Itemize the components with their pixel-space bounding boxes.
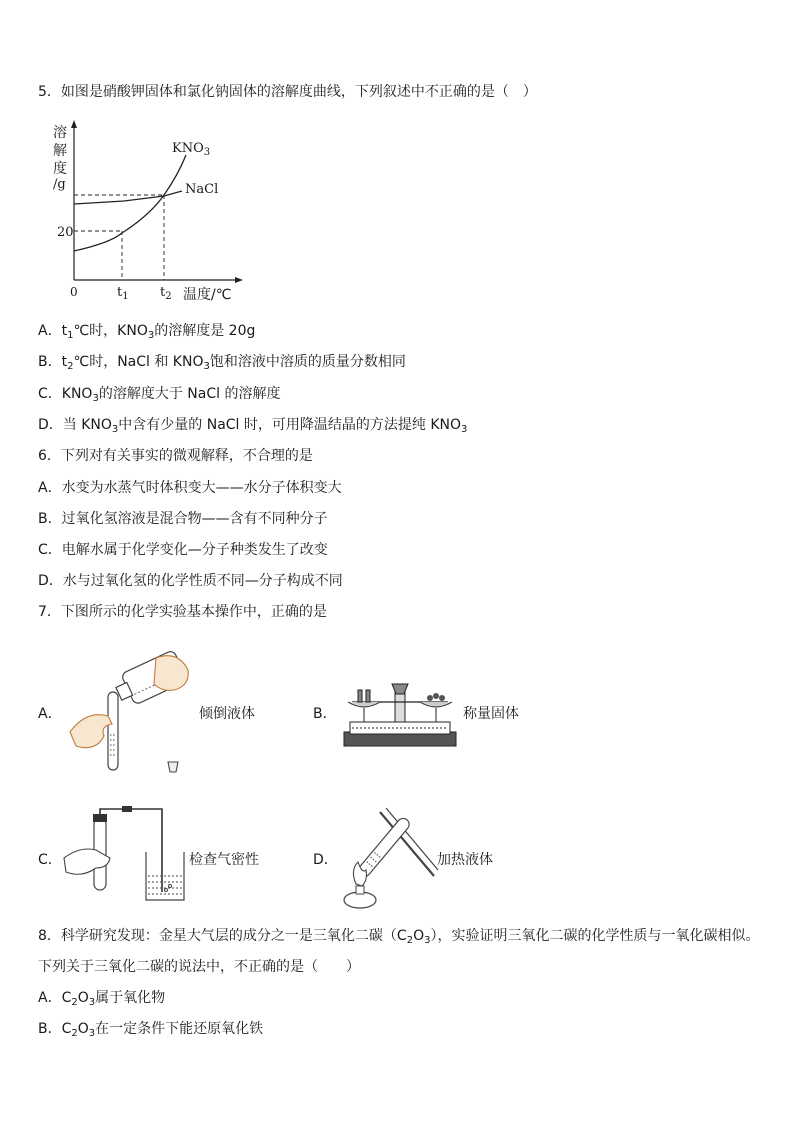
- graph-t1-label: $t_1$: [117, 285, 129, 302]
- q7-caption-c: 检查气密性: [189, 852, 259, 868]
- q8-stem-line2: 下列关于三氧化二碳的说法中，不正确的是（ ）: [38, 959, 360, 975]
- graph-t2-label: $t_2$: [160, 285, 172, 302]
- graph-ylabel-1: 溶: [53, 125, 67, 141]
- graph-ylabel-4: /g: [53, 177, 66, 192]
- q6-option-b: B．过氧化氢溶液是混合物——含有不同种分子: [38, 511, 328, 527]
- graph-y-tick-20: 20: [57, 225, 74, 240]
- q6-option-a: A．水变为水蒸气时体积变大——水分子体积变大: [38, 480, 342, 496]
- graph-xlabel: 温度/℃: [183, 287, 232, 303]
- graph-origin: 0: [70, 285, 78, 299]
- q5-option-c: C．$KNO_3$的溶解度大于 NaCl 的溶解度: [38, 386, 281, 404]
- q8-option-a: A．$C_2O_3$属于氧化物: [38, 990, 166, 1008]
- graph-kno3-label: $KNO_3$: [172, 141, 211, 158]
- airtightness-illustration: [62, 806, 192, 906]
- graph-ylabel-3: 度: [53, 161, 67, 177]
- q8-stem-line1: 8．科学研究发现：金星大气层的成分之一是三氧化二碳$(C_2O_3)$，实验证明三氧化二碳的化学性质与一氧化碳相似。: [38, 928, 760, 946]
- q7-letter-c: C．: [38, 852, 62, 868]
- balance-illustration: [340, 672, 460, 752]
- q7-caption-a: 倾倒液体: [199, 706, 255, 722]
- q7-caption-b: 称量固体: [463, 706, 519, 722]
- q5-option-b: B．$t_2℃$时，NaCl 和 $KNO_3$饱和溶液中溶质的质量分数相同: [38, 354, 406, 372]
- q5-option-d: D．当 $KNO_3$中含有少量的 NaCl 时，可用降温结晶的方法提纯 $KNO_3$: [38, 417, 468, 435]
- graph-nacl-label: NaCl: [185, 182, 219, 197]
- q7-letter-a: A．: [38, 706, 62, 722]
- graph-ylabel-2: 解: [53, 143, 67, 159]
- q6-option-d: D．水与过氧化氢的化学性质不同—分子构成不同: [38, 573, 343, 589]
- q7-stem: 7．下图所示的化学实验基本操作中，正确的是: [38, 604, 327, 620]
- q7-letter-d: D．: [313, 852, 338, 868]
- q5-stem: 5．如图是硝酸钾固体和氯化钠固体的溶解度曲线，下列叙述中不正确的是（ ）: [38, 84, 537, 100]
- q7-caption-d: 加热液体: [437, 852, 493, 868]
- q6-option-c: C．电解水属于化学变化—分子种类发生了改变: [38, 542, 328, 558]
- heating-liquid-illustration: [340, 800, 440, 910]
- q8-option-b: B．$C_2O_3$在一定条件下能还原氧化铁: [38, 1021, 264, 1039]
- q5-option-a: A．$t_1℃$时，$KNO_3$的溶解度是 20g: [38, 323, 256, 341]
- pouring-liquid-illustration: [66, 640, 196, 780]
- q6-stem: 6．下列对有关事实的微观解释，不合理的是: [38, 448, 313, 464]
- q7-letter-b: B．: [313, 706, 337, 722]
